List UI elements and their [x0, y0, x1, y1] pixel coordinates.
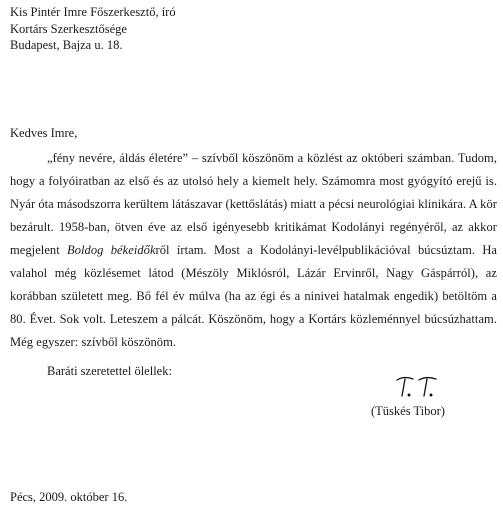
signer-name: (Tüskés Tibor) — [371, 404, 445, 418]
letter-body — [10, 147, 497, 354]
closing-line: Baráti szeretettel ölellek: — [47, 364, 172, 378]
recipient-office-line: Kortárs Szerkesztősége — [10, 21, 127, 36]
body-text-part1: „fény nevére, áldás életére” – szívből köszönöm a közlést az októberi számban. Tudom, hogy a folyóiratban az első és az utolsó hely a kiemelt hely. Számomra most gyógyító erejű is. Nyár óta másodszorra kerültem látászavar (kettőslátás) miatt a pécsi neurológiai klinikára. A kör bezárult. 1958-ban, ötven éve az első igényesebb kritikámat Kodolányi regényéről, az akkor megjelent — [10, 151, 497, 257]
recipient-name-line: Kis Pintér Imre Főszerkesztő, író — [10, 5, 176, 19]
handwritten-signature — [395, 375, 439, 399]
recipient-street-line: Budapest, Bajza u. 18. — [10, 38, 123, 52]
body-text-part2: ről írtam. Most a Kodolányi-levélpublikációval búcsúztam. Ha valahol még közlésemet látod (Mészöly Miklósról, Lázár Ervinről, Nagy Gáspárról), az korábban született meg. Bő fél év múlva (ha az égi és a ninivei hatalmak engedik) betöltöm a 80. Évet. Sok volt. Leteszem a pálcát. Köszönöm, hogy a Kortárs közleménnyel búcsúzhattam. Még egyszer: szívből köszönöm. — [10, 243, 497, 349]
book-title: Boldog békeidők — [67, 243, 156, 257]
recipient-address — [10, 4, 176, 54]
place-and-date: Pécs, 2009. október 16. — [10, 490, 128, 504]
salutation: Kedves Imre, — [10, 126, 78, 140]
